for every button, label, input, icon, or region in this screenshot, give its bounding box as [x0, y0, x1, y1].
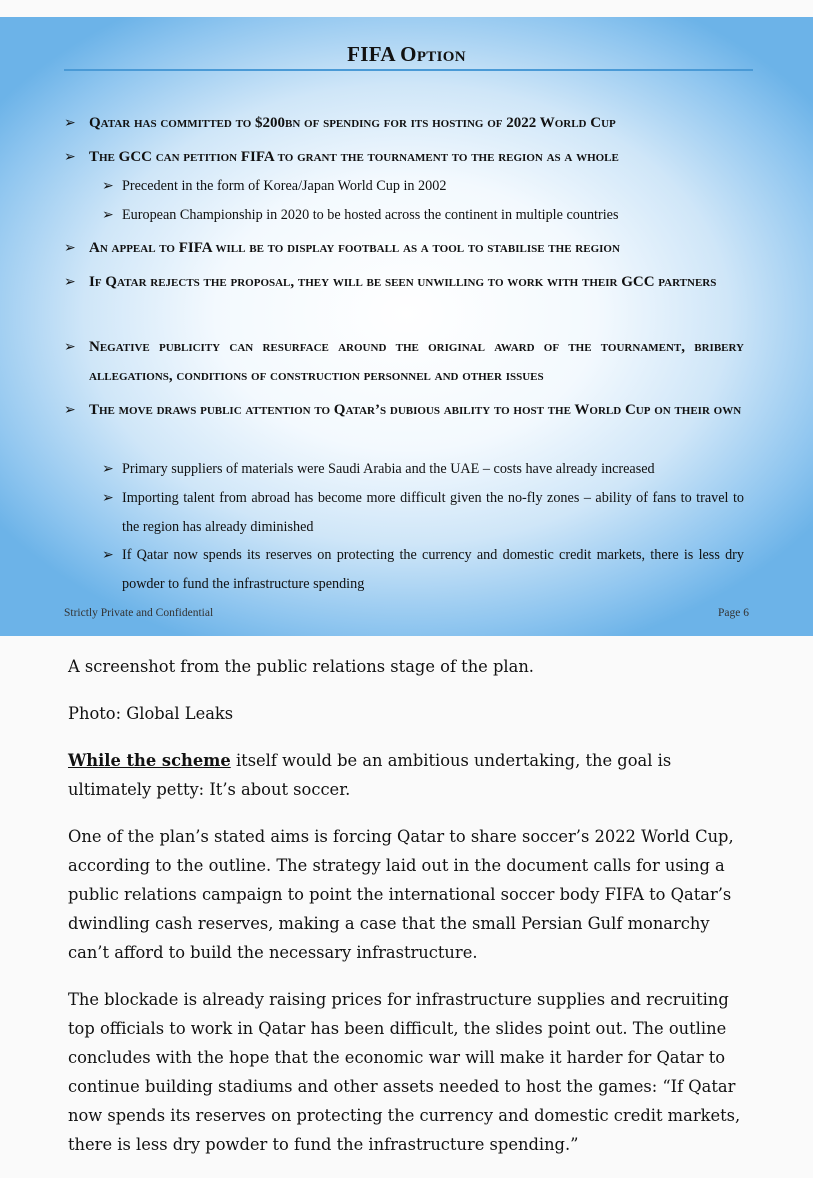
- arrow-bullet-icon: ➢: [64, 150, 76, 165]
- bullet: ➢ The GCC can petition FIFA to grant the tournament to the region as a whole: [64, 143, 744, 172]
- sub-bullet: ➢ European Championship in 2020 to be hosted across the continent in multiple countries: [102, 201, 744, 230]
- photo-credit: Photo: Global Leaks: [68, 704, 234, 723]
- bullet: ➢ An appeal to FIFA will be to display football as a tool to stabilise the region: [64, 234, 744, 263]
- title-rule: [64, 69, 753, 71]
- bullet: ➢ Qatar has committed to $200bn of spending for its hosting of 2022 World Cup: [64, 109, 744, 138]
- arrow-bullet-icon: ➢: [102, 462, 114, 477]
- sub-bullet: ➢ Precedent in the form of Korea/Japan World Cup in 2002: [102, 172, 744, 201]
- sub-bullet: ➢ Primary suppliers of materials were Saudi Arabia and the UAE – costs have already increased: [102, 455, 744, 484]
- arrow-bullet-icon: ➢: [64, 116, 76, 131]
- arrow-bullet-icon: ➢: [64, 340, 76, 355]
- scheme-link[interactable]: While the scheme: [68, 751, 231, 770]
- arrow-bullet-icon: ➢: [64, 275, 76, 290]
- bullet: ➢ If Qatar rejects the proposal, they will be seen unwilling to work with their GCC partners: [64, 268, 744, 297]
- arrow-bullet-icon: ➢: [102, 208, 114, 223]
- paragraph: One of the plan’s stated aims is forcing Qatar to share soccer’s 2022 World Cup, according to the outline. The strategy laid out in the document calls for using a public relations campaign to point the international soccer body FIFA to Qatar’s dwindling cash reserves, making a case that the small Persian Gulf monarchy can’t afford to build the necessary infrastructure.: [68, 827, 734, 962]
- sub-bullet: ➢ Importing talent from abroad has become more difficult given the no-fly zones – ability of fans to travel to the region has already diminished: [102, 484, 744, 542]
- image-caption: A screenshot from the public relations stage of the plan.: [68, 657, 534, 676]
- paragraph: The blockade is already raising prices for infrastructure supplies and recruiting top officials to work in Qatar has been difficult, the slides point out. The outline concludes with the hope that the economic war will make it harder for Qatar to continue building stadiums and other assets needed to host the games: “If Qatar now spends its reserves on protecting the currency and domestic credit markets, there is less dry powder to fund the infrastructure spending.”: [68, 990, 741, 1154]
- article-body: [68, 652, 748, 1177]
- arrow-bullet-icon: ➢: [102, 491, 114, 506]
- paragraph: While the scheme itself would be an ambitious undertaking, the goal is ultimately petty: It’s about soccer.: [68, 751, 672, 799]
- slide-title: FIFA Option: [347, 42, 466, 66]
- sub-bullet: ➢ If Qatar now spends its reserves on protecting the currency and domestic credit markets, there is less dry powder to fund the infrastructure spending: [102, 541, 744, 599]
- arrow-bullet-icon: ➢: [102, 548, 114, 563]
- slide-footer-confidential: Strictly Private and Confidential: [64, 607, 214, 619]
- slide-image: [0, 17, 813, 636]
- slide-page-number: Page 6: [718, 607, 749, 619]
- bullet: ➢ The move draws public attention to Qatar’s dubious ability to host the World Cup on their own: [64, 396, 744, 425]
- arrow-bullet-icon: ➢: [102, 179, 114, 194]
- arrow-bullet-icon: ➢: [64, 241, 76, 256]
- bullet: ➢ Negative publicity can resurface around the original award of the tournament, bribery allegations, conditions of construction personnel and other issues: [64, 333, 744, 391]
- arrow-bullet-icon: ➢: [64, 403, 76, 418]
